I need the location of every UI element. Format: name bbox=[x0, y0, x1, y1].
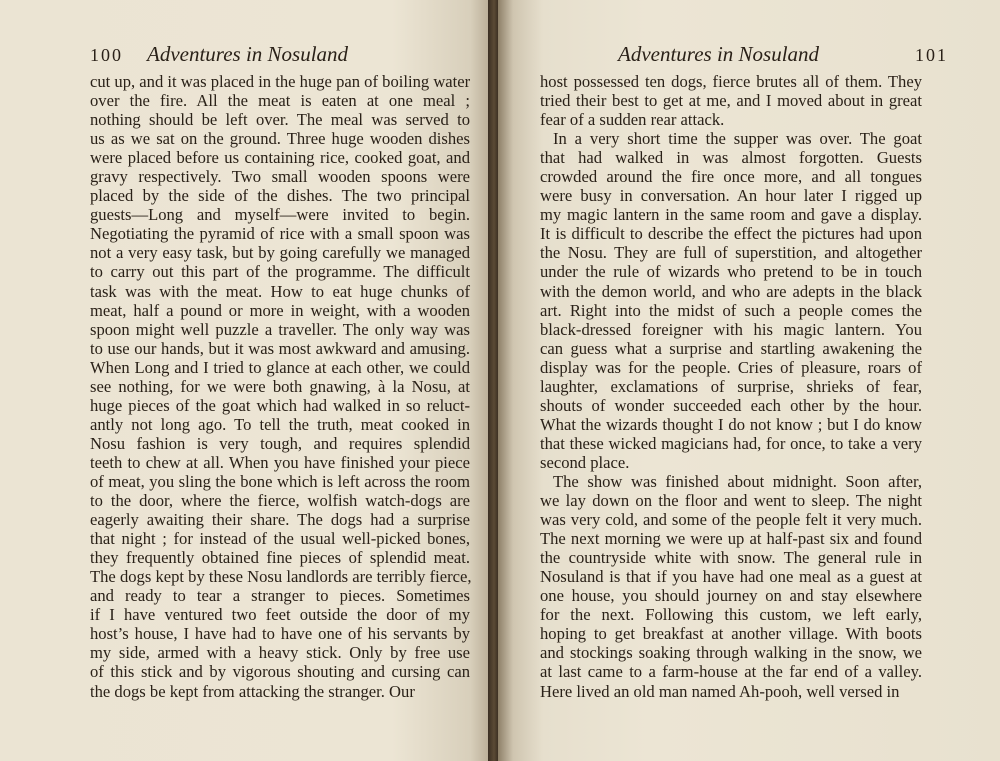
text-line: we lay down on the floor and went to sleep. The night bbox=[540, 491, 922, 511]
right-page-body-text bbox=[540, 72, 922, 701]
text-line: teeth to chew at all. When you have finished your piece bbox=[90, 452, 470, 472]
text-line: tried their best to get at me, and I moved about in great bbox=[540, 91, 922, 111]
text-line: antly not long ago. To tell the truth, meat cooked in bbox=[90, 414, 470, 434]
text-line: host’s house, I have had to have one of his servants by bbox=[90, 624, 470, 644]
text-line: see nothing, for we were both gnawing, à la Nosu, at bbox=[90, 376, 470, 396]
text-line: gravy respectively. Two small wooden spoons were bbox=[90, 167, 470, 187]
text-line: task was with the meat. How to eat huge chunks of bbox=[90, 281, 470, 301]
text-line: display was for the people. Cries of pleasure, roars of bbox=[540, 357, 922, 377]
text-line: Nosuland is that if you have had one meal as a guest at bbox=[540, 567, 922, 587]
text-line: to carry out this part of the programme. The difficult bbox=[90, 262, 470, 282]
left-running-title: Adventures in Nosuland bbox=[147, 42, 349, 66]
text-line: shouts of wonder succeeded each other by the hour. bbox=[540, 395, 922, 415]
text-line: my side, armed with a heavy stick. Only by free use bbox=[90, 643, 470, 663]
text-line: to use our hands, but it was most awkward and amusing. bbox=[90, 338, 470, 358]
text-line: hoping to get breakfast at another village. With boots bbox=[540, 624, 922, 644]
text-line: one house, you should journey on and stay elsewhere bbox=[540, 586, 922, 606]
right-page-number: 101 bbox=[915, 45, 948, 65]
text-line: spoon might well puzzle a traveller. The only way was bbox=[90, 319, 470, 339]
text-line: fear of a sudden rear attack. bbox=[540, 110, 725, 130]
text-line: my magic lantern in the same room and gave a display. bbox=[540, 205, 922, 225]
text-line: to the door, where the fierce, wolfish watch-dogs are bbox=[90, 491, 470, 511]
text-line: The dogs kept by these Nosu landlords are terribly fierce, bbox=[90, 567, 472, 587]
text-line: eagerly awaiting their share. The dogs had a surprise bbox=[90, 510, 470, 530]
text-line: at last came to a farm-house at the far end of a valley. bbox=[540, 662, 922, 682]
text-line: the dogs be kept from attacking the stranger. Our bbox=[90, 681, 415, 701]
right-page bbox=[498, 0, 1000, 761]
text-line: were busy in conversation. An hour later I rigged up bbox=[540, 186, 922, 206]
text-line: art. Right into the midst of such a people comes the bbox=[540, 300, 922, 320]
text-line: laughter, exclamations of surprise, shrieks of fear, bbox=[540, 376, 922, 396]
text-line: were placed before us containing rice, cooked goat, and bbox=[90, 148, 470, 168]
text-line: if I have ventured two feet outside the door of my bbox=[90, 605, 470, 625]
text-line: the Nosu. They are full of superstition, and altogether bbox=[540, 243, 922, 263]
text-line: us as we sat on the ground. Three huge wooden dishes bbox=[90, 129, 470, 149]
text-line: of this stick and by vigorous shouting and cursing can bbox=[90, 662, 470, 682]
text-line: was very cold, and some of the people felt it very much. bbox=[540, 510, 922, 530]
text-line: crowded around the fire once more, and all tongues bbox=[540, 167, 922, 187]
text-line: cut up, and it was placed in the huge pan of boiling water bbox=[90, 72, 471, 91]
text-line: meat, half a pound or more in weight, with a wooden bbox=[90, 300, 470, 320]
right-running-title: Adventures in Nosuland bbox=[618, 42, 820, 66]
text-line: host possessed ten dogs, fierce brutes all of them. They bbox=[540, 72, 922, 91]
left-page-body-text bbox=[90, 72, 470, 701]
right-page-header bbox=[618, 42, 948, 70]
text-line: The next morning we were up at half-past six and found bbox=[540, 529, 922, 549]
text-line: for the next. Following this custom, we left early, bbox=[540, 605, 922, 625]
text-line: The show was finished about midnight. Soon after, bbox=[553, 471, 922, 491]
text-line: and ready to tear a stranger to pieces. Sometimes bbox=[90, 586, 470, 606]
text-line: that had walked in was almost forgotten. Guests bbox=[540, 148, 922, 168]
text-line: second place. bbox=[540, 452, 630, 472]
text-line: nothing should be left over. The meal was served to bbox=[90, 110, 470, 130]
text-line: In a very short time the supper was over. The goat bbox=[553, 129, 922, 149]
text-line: the countryside white with snow. The general rule in bbox=[540, 548, 922, 568]
text-line: not a very easy task, but by going carefully we managed bbox=[90, 243, 470, 263]
left-page-number: 100 bbox=[90, 45, 123, 65]
text-line: under the rule of wizards who pretend to be in touch bbox=[540, 262, 922, 282]
text-line: Here lived an old man named Ah-pooh, well versed in bbox=[540, 681, 900, 701]
text-line: Negotiating the pyramid of rice with a small spoon was bbox=[90, 224, 470, 244]
left-page-header bbox=[90, 42, 468, 70]
text-line: When Long and I tried to glance at each other, we could bbox=[90, 357, 470, 377]
text-line: over the fire. All the meat is eaten at one meal ; bbox=[90, 91, 470, 111]
text-line: Nosu fashion is very tough, and requires splendid bbox=[90, 433, 470, 453]
text-line: black-dressed foreigner with his magic lantern. You bbox=[540, 319, 922, 339]
text-line: What the wizards thought I do not know ; but I do know bbox=[540, 414, 922, 434]
text-line: that night ; for instead of the usual well-picked bones, bbox=[90, 529, 470, 549]
text-line: placed by the side of the dishes. The two principal bbox=[90, 186, 470, 206]
text-line: that these wicked magicians had, for once, to take a very bbox=[540, 433, 922, 453]
text-line: of meat, you sling the bone which is left across the room bbox=[90, 471, 470, 491]
left-page bbox=[0, 0, 490, 761]
text-line: huge pieces of the goat which had walked in so reluct- bbox=[90, 395, 470, 415]
text-line: with the demon world, and who are adepts in the black bbox=[540, 281, 922, 301]
text-line: It is difficult to describe the effect the pictures had upon bbox=[540, 224, 922, 244]
text-line: can guess what a surprise and startling awakening the bbox=[540, 338, 922, 358]
text-line: they frequently obtained fine pieces of splendid meat. bbox=[90, 548, 470, 568]
text-line: and stockings soaking through walking in the snow, we bbox=[540, 643, 922, 663]
text-line: guests—Long and myself—were invited to begin. bbox=[90, 205, 470, 225]
